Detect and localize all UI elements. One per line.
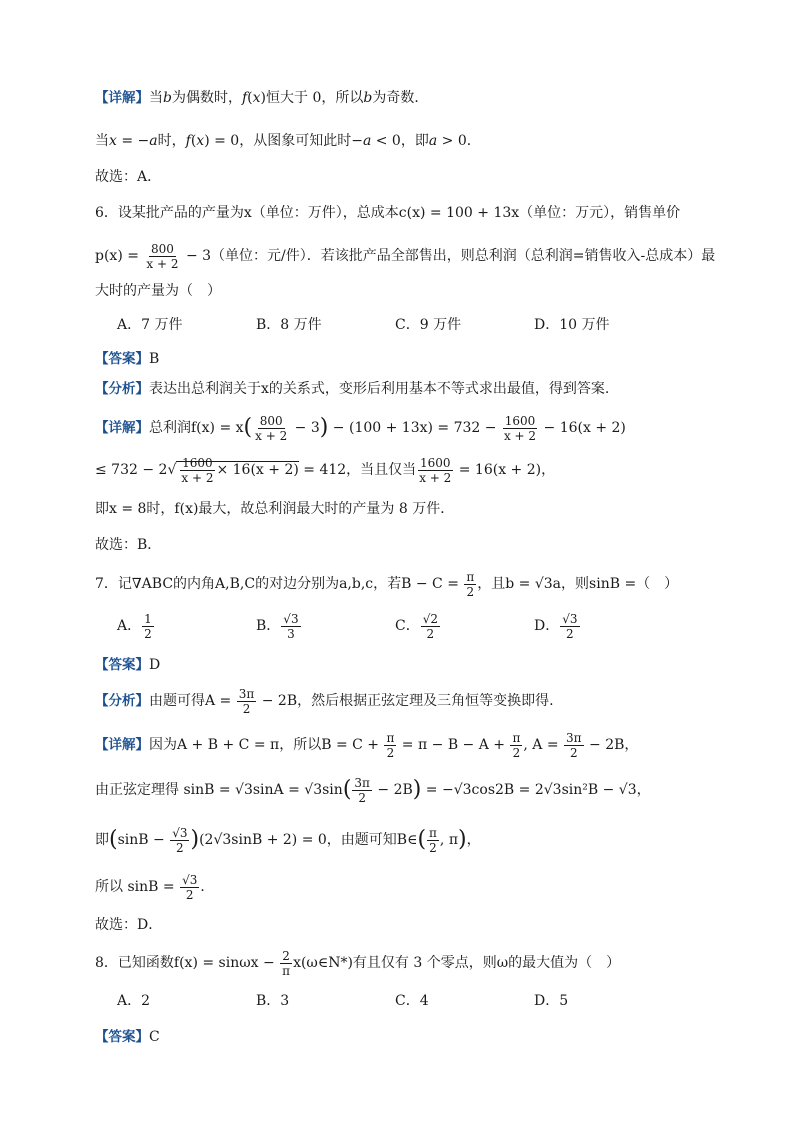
q8-option-d[interactable]: D．5 [534,993,569,1009]
q6-answer: 【答案】B [95,351,160,367]
q6-detail-line-3: 即x = 8时，f(x)最大，故总利润最大时的产量为 8 万件． [95,501,455,517]
q7-detail-line-3: 即(sinB − $\frac{√3}{2}$ )(2√3sinB + 2) = 0，由题可知B∈( $\frac{\pi}{2}$ , π)， [95,825,481,855]
q8-option-c[interactable]: C．4 [395,993,429,1009]
q7-choice: 故选：D． [95,917,163,933]
q6-detail-line-1: 【详解】总利润f(x) = x( $\frac{800}{x + 2}$ − 3) − (100 + 13x) = 732 − $\frac{1600}{x + 2}$ − 16(x + 2) [95,413,626,443]
q7-answer: 【答案】D [95,657,161,673]
q6-option-d[interactable]: D．10 万件 [534,317,610,333]
q6-price-fraction: $\frac{800}{x + 2}$ [146,241,179,271]
q6-choice: 故选：B． [95,537,162,553]
q7-options [117,608,673,644]
q7-analysis: 【分析】由题可得A = $\frac{3\pi}{2}$ − 2B，然后根据正弦定理及三角恒等变换即得. [95,686,554,716]
prev-choice: 故选：A． [95,169,162,185]
q7-detail-line-4: 所以 sinB = $\frac{√3}{2}$ ． [95,872,215,902]
q7-option-b[interactable]: B． $\frac{√3}{3}$ [256,611,299,641]
q6-stem-line-2: p(x) = $\frac{800}{x + 2}$ − 3（单位：元/件）．若该批产品全部售出，则总利润（总利润=销售收入-总成本）最 [95,241,716,271]
q8-stem: 8．已知函数f(x) = sinωx − $\frac{2}{\pi}$ x(ω∈N*)有且仅有 3 个零点，则ω的最大值为（ ） [95,948,621,978]
q6-detail-line-2: ≤ 732 − 2√ $\frac{1600}{x + 2}$ × 16(x + 2) = 412，当且仅当 $\frac{1600}{x + 2}$ = 16(x + 2)， [95,455,556,485]
q7-option-d[interactable]: D． $\frac{√3}{2}$ [534,611,578,641]
q6-stem-line-3: 大时的产量为（ ） [95,283,221,299]
q8-option-b[interactable]: B．3 [256,993,290,1009]
q7-stem: 7．记∇ABC的内角A,B,C的对边分别为a,b,c，若B − C = $\frac{\pi}{2}$ ，且b = √3a，则sinB =（ ） [95,569,679,599]
q6-options [117,314,673,336]
prev-detail-line-1: 【详解】当b为偶数时，f(x)恒大于 0，所以b为奇数． [95,90,429,106]
q6-stem-line-1: 6．设某批产品的产量为x（单位：万件），总成本c(x) = 100 + 13x（单位：万元），销售单价 [95,205,681,221]
q6-analysis: 【分析】表达出总利润关于x的关系式，变形后利用基本不等式求出最值，得到答案. [95,381,610,397]
q6-option-b[interactable]: B．8 万件 [256,317,322,333]
q7-detail-line-2: 由正弦定理得 sinB = √3sinA = √3sin( $\frac{3\pi}{2}$ − 2B) = −√3cos2B = 2√3sin²B − √3， [95,775,651,805]
q8-options [117,990,673,1012]
q6-option-c[interactable]: C．9 万件 [395,317,462,333]
q6-option-a[interactable]: A．7 万件 [117,317,183,333]
q8-option-a[interactable]: A．2 [117,993,151,1009]
q8-answer: 【答案】C [95,1029,160,1045]
q7-option-a[interactable]: A． $\frac{1}{2}$ [117,611,152,641]
prev-detail-line-2: 当x = −a时，f(x) = 0，从图象可知此时−a < 0，即a > 0． [95,133,481,149]
q7-option-c[interactable]: C． $\frac{√2}{2}$ [395,611,438,641]
q7-detail-line-1: 【详解】因为A + B + C = π，所以B = C + $\frac{\pi}{2}$ = π − B − A + $\frac{\pi}{2}$ , A = $\frac{3\pi}{2}$ − 2B， [95,730,639,760]
